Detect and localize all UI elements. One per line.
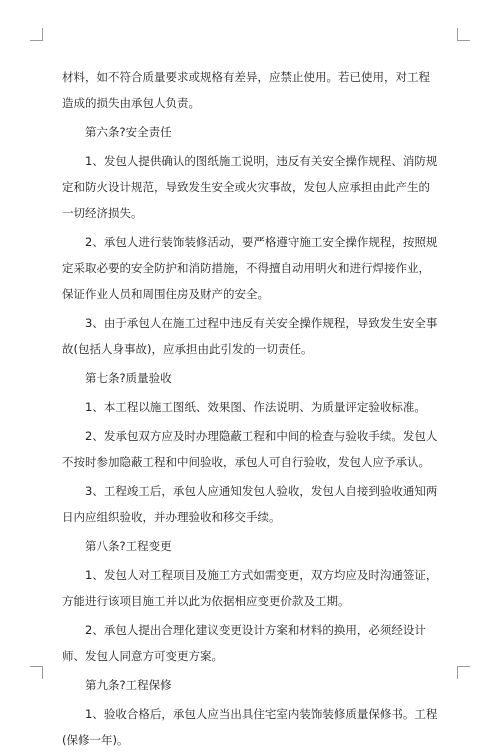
article-7-clause-3: 3、工程竣工后，承包人应通知发包人验收，发包人自接到验收通知两日内应组织验收，并办理验收和移交手续。 — [62, 484, 438, 524]
article-6-heading: 第六条?安全责任 — [85, 125, 172, 139]
crop-mark-top-left — [30, 28, 43, 41]
crop-mark-bottom-left — [30, 666, 43, 679]
article-7-clause-1: 1、本工程以施工图纸、效果图、作法说明、为质量评定验收标准。 — [85, 400, 426, 414]
article-6-clause-3: 3、由于承包人在施工过程中违反有关安全操作规程，导致发生安全事故(包括人身事故)，应承担由此引发的一切责任。 — [62, 316, 438, 356]
crop-mark-bottom-right — [457, 666, 470, 679]
article-7-heading: 第七条?质量验收 — [85, 371, 172, 385]
document-page — [62, 64, 440, 756]
article-8-heading: 第八条?工程变更 — [85, 539, 172, 553]
crop-mark-top-right — [457, 28, 470, 41]
article-6-clause-2: 2、承包人进行装饰装修活动，要严格遵守施工安全操作规程，按照规定采取必要的安全防护和消防措施，不得擅自动用明火和进行焊接作业，保证作业人员和周围住房及财产的安全。 — [62, 235, 438, 301]
article-6-clause-1: 1、发包人提供确认的图纸施工说明，违反有关安全操作规程、消防规定和防火设计规范，导致发生安全或火灾事故，发包人应承担由此产生的一切经济损失。 — [62, 154, 438, 220]
article-9-clause-1: 1、验收合格后，承包人应当出具住宅室内装饰装修质量保修书。工程(保修一年)。 — [62, 707, 438, 747]
paragraph-continuation: 材料，如不符合质量要求或规格有差异，应禁止使用。若已使用，对工程造成的损失由承包人负责。 — [62, 70, 430, 110]
article-8-clause-1: 1、发包人对工程项目及施工方式如需变更，双方均应及时沟通签证，方能进行该项目施工并以此为依据相应变更价款及工期。 — [62, 568, 438, 608]
article-7-clause-2: 2、发承包双方应及时办理隐蔽工程和中间的检查与验收手续。发包人不按时参加隐蔽工程和中间验收，承包人可自行验收，发包人应予承认。 — [62, 429, 438, 469]
article-8-clause-2: 2、承包人提出合理化建议变更设计方案和材料的换用，必须经设计师、发包人同意方可变更方案。 — [62, 623, 426, 663]
article-9-heading: 第九条?工程保修 — [85, 678, 172, 692]
